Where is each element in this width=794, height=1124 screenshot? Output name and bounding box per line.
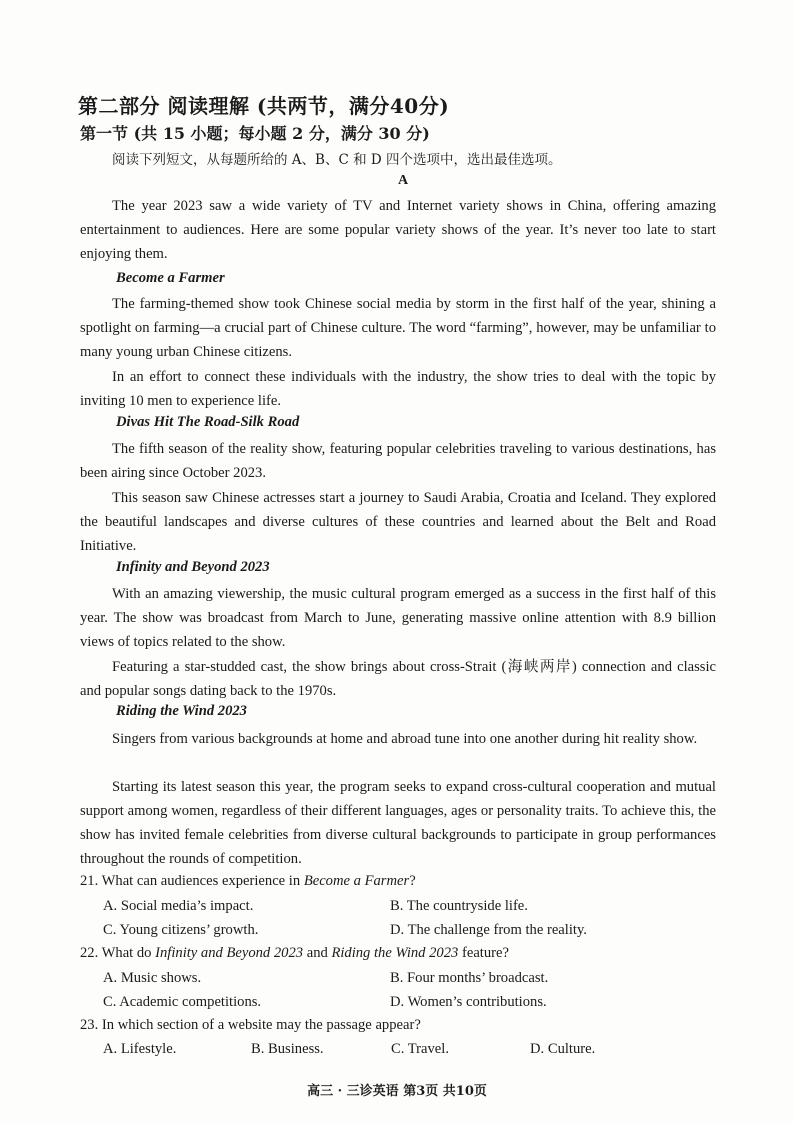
option-b[interactable]: B. Four months’ broadcast.: [390, 970, 549, 986]
passage-intro: The year 2023 saw a wide variety of TV and Internet variety shows in China, offering amazing entertainment to audiences. Here are some popular variety shows of the year. It’s never too late to start enjoying them.: [80, 198, 716, 262]
section-heading: Divas Hit The Road-Silk Road: [116, 414, 300, 430]
question-stem: 23. In which section of a website may the passage appear?: [80, 1017, 421, 1033]
option-c[interactable]: C. Travel.: [391, 1041, 449, 1057]
section-heading: Become a Farmer: [116, 270, 225, 286]
option-a[interactable]: A. Lifestyle.: [103, 1041, 177, 1057]
option-c[interactable]: C. Young citizens’ growth.: [103, 922, 259, 938]
question-stem: 22. What do Infinity and Beyond 2023 and Riding the Wind 2023 feature?: [80, 945, 509, 961]
option-b[interactable]: B. The countryside life.: [390, 898, 528, 914]
option-d[interactable]: D. Women’s contributions.: [390, 994, 547, 1010]
page-footer: 高三 · 三诊英语 第3页 共10页: [307, 1084, 487, 1099]
section-heading: Infinity and Beyond 2023: [116, 559, 270, 575]
option-b[interactable]: B. Business.: [251, 1041, 324, 1057]
paragraph: Starting its latest season this year, the program seeks to expand cross-cultural cooperation and mutual support among women, regardless of their different languages, ages or personality traits. To achieve this, the show has invited female celebrities from diverse cultural backgrounds to participate in group performances throughout the rounds of competition.: [80, 779, 716, 867]
paragraph: In an effort to connect these individuals with the industry, the show tries to deal with the topic by inviting 10 men to experience life.: [80, 369, 716, 409]
option-c[interactable]: C. Academic competitions.: [103, 994, 262, 1010]
paragraph: The fifth season of the reality show, featuring popular celebrities traveling to various destinations, has been airing since October 2023.: [80, 441, 716, 481]
option-a[interactable]: A. Social media’s impact.: [103, 898, 254, 914]
part-title: 第二部分 阅读理解 (共两节，满分40分): [78, 94, 450, 118]
option-a[interactable]: A. Music shows.: [103, 970, 202, 986]
passage-label: A: [398, 173, 409, 188]
paragraph: Singers from various backgrounds at home and abroad tune into one another during hit reality show.: [112, 731, 698, 747]
instruction-text: 阅读下列短文，从每题所给的 A、B、C 和 D 四个选项中，选出最佳选项。: [112, 152, 562, 168]
option-d[interactable]: D. The challenge from the reality.: [390, 922, 587, 938]
option-d[interactable]: D. Culture.: [530, 1041, 596, 1057]
section-heading: Riding the Wind 2023: [116, 703, 247, 719]
paragraph: This season saw Chinese actresses start a journey to Saudi Arabia, Croatia and Iceland. They explored the beautiful landscapes and diverse cultures of these countries and learned about the Belt and Road Initiative.: [80, 490, 716, 554]
paragraph: With an amazing viewership, the music cultural program emerged as a success in the first half of this year. The show was broadcast from March to June, generating massive online attention with 8.9 billion views of topics related to the show.: [80, 586, 716, 650]
paragraph: The farming-themed show took Chinese social media by storm in the first half of the year, shining a spotlight on farming—a crucial part of Chinese culture. The word “farming”, however, may be unfamiliar to many young urban Chinese citizens.: [80, 296, 716, 360]
question-stem: 21. What can audiences experience in Become a Farmer?: [80, 873, 416, 889]
section-title: 第一节 (共 15 小题；每小题 2 分，满分 30 分): [80, 124, 430, 143]
paragraph: Featuring a star-studded cast, the show brings about cross-Strait (海峡两岸) connection and classic and popular songs dating back to the 1970s.: [80, 659, 716, 699]
